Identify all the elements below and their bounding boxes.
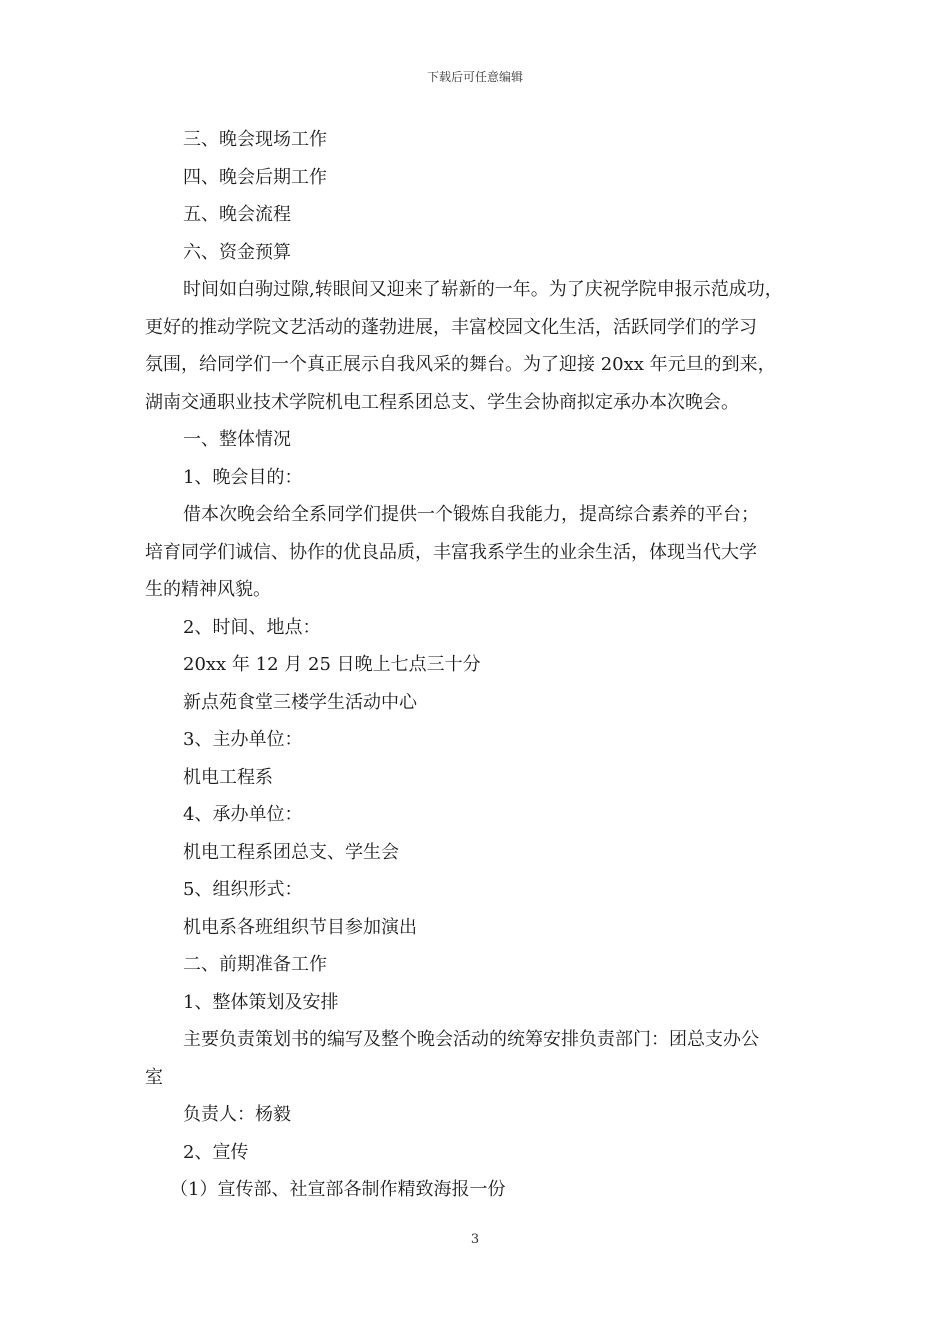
text-line: 氛围，给同学们一个真正展示自我风采的舞台。为了迎接 20xx 年元旦的到来， (145, 354, 776, 375)
text-line: 更好的推动学院文艺活动的蓬勃进展，丰富校园文化生活，活跃同学们的学习 (145, 316, 757, 338)
text-line: 机电工程系 (183, 766, 273, 788)
text-line: 3、主办单位： (183, 729, 303, 750)
text-line: 借本次晚会给全系同学们提供一个锻炼自我能力，提高综合素养的平台； (183, 504, 759, 525)
text-line: 培育同学们诚信、协作的优良品质，丰富我系学生的业余生活，体现当代大学 (145, 541, 757, 563)
page-number: 3 (470, 1232, 480, 1247)
text-line: 负责人：杨毅 (183, 1104, 291, 1125)
text-line: 四、晚会后期工作 (183, 166, 327, 188)
text-line: 机电系各班组织节目参加演出 (183, 916, 417, 938)
text-line: 20xx 年 12 月 25 日晚上七点三十分 (183, 654, 481, 675)
document-body (145, 121, 815, 1209)
text-line: 湖南交通职业技术学院机电工程系团总支、学生会协商拟定承办本次晚会。 (145, 391, 739, 413)
text-line: 生的精神风貌。 (145, 579, 271, 600)
text-line: 二、前期准备工作 (183, 954, 327, 975)
text-line: 五、晚会流程 (183, 204, 291, 225)
text-line: 1、整体策划及安排 (183, 991, 339, 1013)
text-line: 三、晚会现场工作 (183, 129, 327, 150)
text-line: （1）宣传部、社宣部各制作精致海报一份 (170, 1179, 506, 1200)
text-line: 六、资金预算 (183, 241, 291, 263)
text-line: 4、承办单位： (183, 804, 303, 825)
text-line: 时间如白驹过隙,转眼间又迎来了崭新的一年。为了庆祝学院申报示范成功， (183, 279, 783, 300)
text-line: 机电工程系团总支、学生会 (183, 841, 399, 863)
text-line: 室 (145, 1066, 163, 1088)
text-line: 2、宣传 (183, 1141, 249, 1163)
text-line: 5、组织形式： (183, 879, 303, 900)
text-line: 2、时间、地点： (183, 616, 321, 638)
page-header: 下载后可任意编辑 (426, 70, 523, 84)
text-line: 一、整体情况 (183, 429, 291, 450)
text-line: 1、晚会目的： (183, 466, 303, 488)
text-line: 新点苑食堂三楼学生活动中心 (183, 691, 417, 713)
text-line: 主要负责策划书的编写及整个晚会活动的统筹安排负责部门：团总支办公 (183, 1029, 759, 1050)
